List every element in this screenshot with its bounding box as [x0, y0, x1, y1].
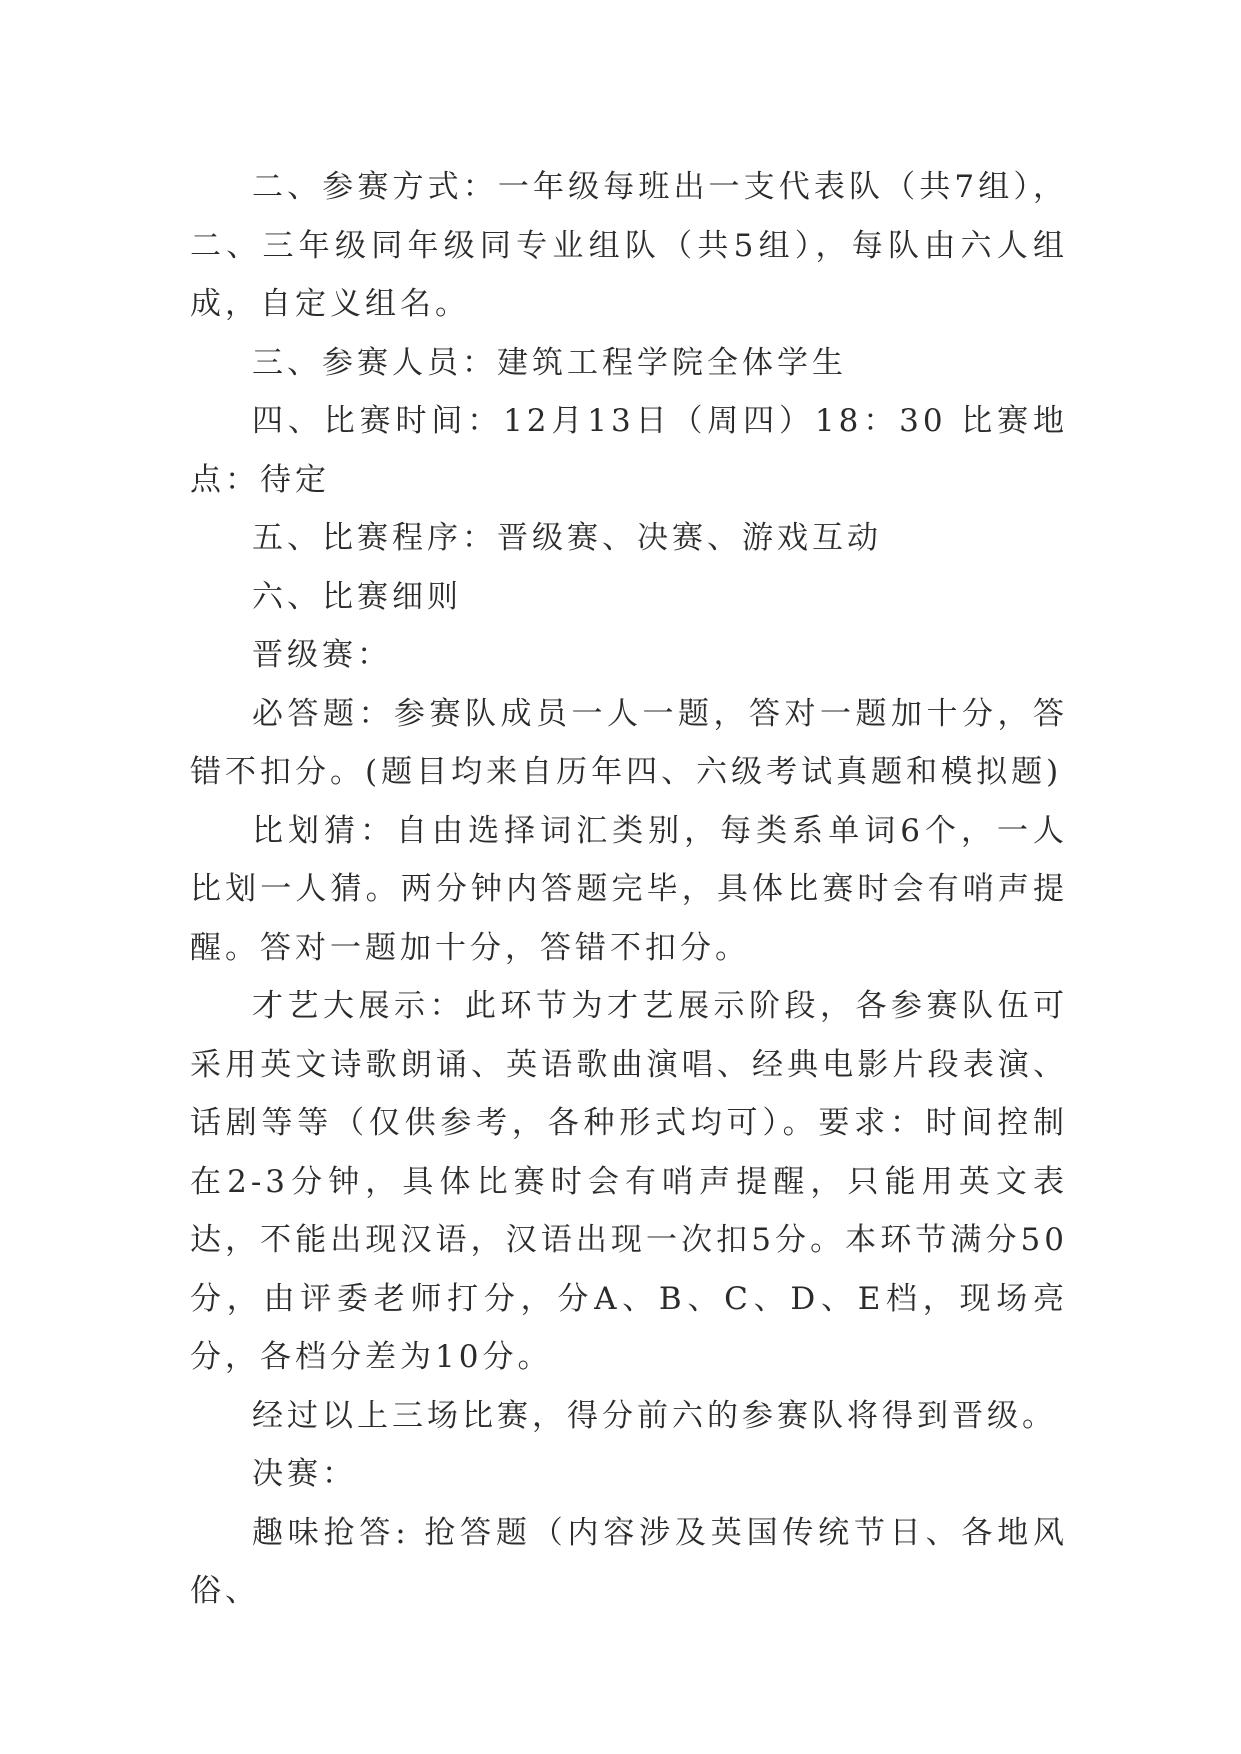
paragraph-qualifier-heading: 晋级赛：: [252, 637, 392, 673]
paragraph-participation-method: 二、参赛方式：一年级每班出一支代表队（共7组），二、三年级同年级同专业组队（共5组），每队由六人组成，自定义组名。: [190, 169, 1068, 322]
paragraph-required-questions: 必答题：参赛队成员一人一题，答对一题加十分，答错不扣分。(题目均来自历年四、六级考试真题和模拟题): [190, 695, 1068, 790]
paragraph-procedure: 五、比赛程序：晋级赛、决赛、游戏互动: [252, 520, 882, 556]
paragraph-talent-show: 才艺大展示：此环节为才艺展示阶段，各参赛队伍可采用英文诗歌朗诵、英语歌曲演唱、经典电影片段表演、话剧等等（仅供参考，各种形式均可）。要求：时间控制在2-3分钟，具体比赛时会有哨声提醒，只能用英文表达，不能出现汉语，汉语出现一次扣5分。本环节满分50分，由评委老师打分，分A、B、C、D、E档，现场亮分，各档分差为10分。: [190, 988, 1068, 1375]
paragraph-rules-heading: 六、比赛细则: [252, 578, 462, 615]
paragraph-participants: 三、参赛人员：建筑工程学院全体学生: [252, 344, 847, 381]
paragraph-quick-answer: 趣味抢答: 抢答题（内容涉及英国传统节日、各地风俗、: [190, 1514, 1068, 1609]
paragraph-advancement: 经过以上三场比赛，得分前六的参赛队将得到晋级。: [252, 1397, 1057, 1434]
paragraph-charades: 比划猜：自由选择词汇类别，每类系单词6个，一人比划一人猜。两分钟内答题完毕，具体比赛时会有哨声提醒。答对一题加十分，答错不扣分。: [190, 812, 1068, 966]
paragraph-final-heading: 决赛：: [252, 1456, 357, 1492]
document-body: [190, 158, 1068, 1621]
paragraph-time-location: 四、比赛时间：12月13日（周四）18：30 比赛地点：待定: [190, 403, 1068, 498]
